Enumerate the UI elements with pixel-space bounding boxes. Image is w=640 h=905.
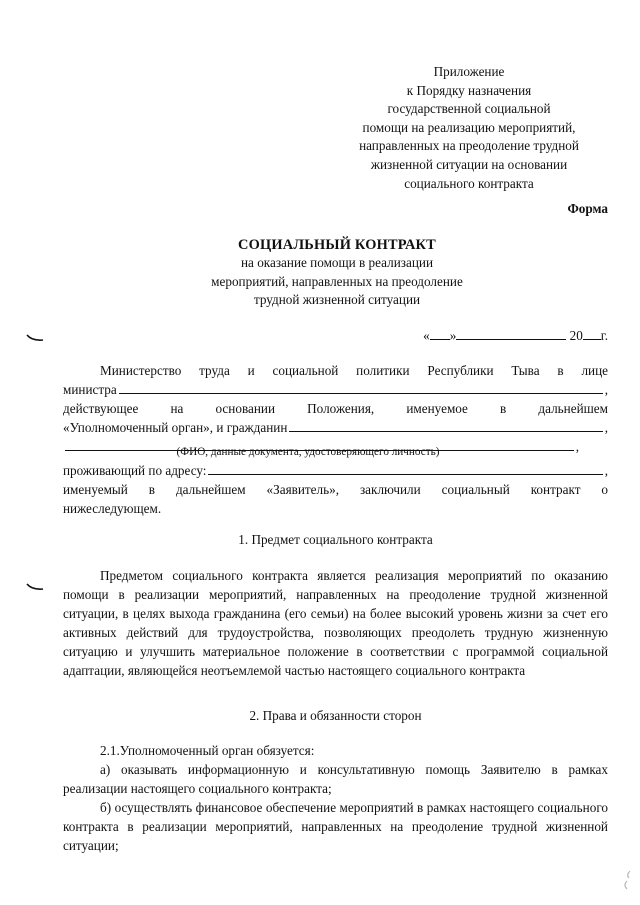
section-2-1-item-a: а) оказывать информационную и консультативную помощь Заявителю в рамках реализации настоящего социального контракта; [63,762,608,797]
address-block [63,461,608,518]
section-2-1-item-b: б) осуществлять финансовое обеспечение мероприятий в рамках настоящего социального контракта в реализации мероприятий, направленных на преодоление трудной жизненной ситуации; [63,800,608,854]
address-blank[interactable] [208,461,602,475]
document-title: СОЦИАЛЬНЫЙ КОНТРАКТ [238,237,436,253]
address-line [63,461,608,480]
authority-citizen-label: «Уполномоченный орган», и гражданин [63,420,288,435]
date-month-blank[interactable] [456,327,566,340]
fio-hint: (ФИО, данные документа, удостоверяющего личность) [176,446,440,458]
appendix-line: жизненной ситуации на основании [370,156,568,172]
citizen-line [63,418,608,437]
intro-line-7: именуемый в дальнейшем «Заявитель», заключили социальный контракт о [63,482,608,497]
appendix-line: к Порядку назначения [406,82,532,98]
contract-date-line [423,327,608,344]
appendix-line: социального контракта [404,175,534,191]
date-day-blank[interactable] [430,327,450,340]
address-label: проживающий по адресу: [63,463,207,478]
document-subtitle-line: трудной жизненной ситуации [253,291,421,307]
date-year-blank[interactable] [583,327,601,340]
intro-line-3: действующее на основании Положения, именуемое в дальнейшем [63,401,608,416]
appendix-line: направленных на преодоление трудной [359,138,579,154]
address-comma: , [604,463,608,478]
date-open-quote: « [423,328,430,343]
appendix-line: государственной социальной [387,101,551,117]
page-corner-mark [618,869,634,891]
minister-comma: , [604,382,608,397]
minister-line [63,380,608,399]
date-year-prefix: 20 [569,328,583,343]
citizen-comma: , [604,420,608,435]
intro-line-8: нижеследующем. [63,501,162,516]
scan-margin-mark [26,583,44,591]
section-2-1-heading: 2.1.Уполномоченный орган обязуется: [100,743,315,758]
date-close-quote: » [449,328,457,343]
citizen-comma-2: , [575,439,579,454]
document-subtitle-line: мероприятий, направленных на преодоление [211,273,463,289]
document-title-block [130,236,544,309]
minister-label: министра [63,382,117,397]
appendix-line: помощи на реализацию мероприятий, [362,119,576,135]
section-1-text: Предметом социального контракта является реализация мероприятий по оказанию помощи в реализации мероприятий, направленных на преодоление трудной жизненной ситуации, в целях выхода гражданина (его семьи) на более высокий уровень жизни за счет его активных действий для трудоустройства, позволяющих преодолеть трудную жизненную ситуацию и улучшить материальное положение в соответствии с программой социальной адаптации, являющейся неотъемлемой частью настоящего социального контракта [63,568,608,679]
section-2-body [63,741,608,856]
appendix-line: Приложение [433,64,505,79]
scan-margin-mark [26,334,44,342]
citizen-name-blank-1[interactable] [289,418,602,432]
minister-name-blank[interactable] [119,380,603,394]
form-label: Форма [567,201,608,216]
date-year-suffix: г. [600,328,608,343]
section-2-heading: 2. Права и обязанности сторон [249,708,422,723]
appendix-header [330,63,608,193]
intro-line-1: Министерство труда и социальной политики Республики Тыва в лице [100,363,608,378]
document-subtitle-line: на оказание помощи в реализации [240,255,433,271]
section-1-heading: 1. Предмет социального контракта [238,532,433,547]
contract-parties-block [63,361,608,456]
